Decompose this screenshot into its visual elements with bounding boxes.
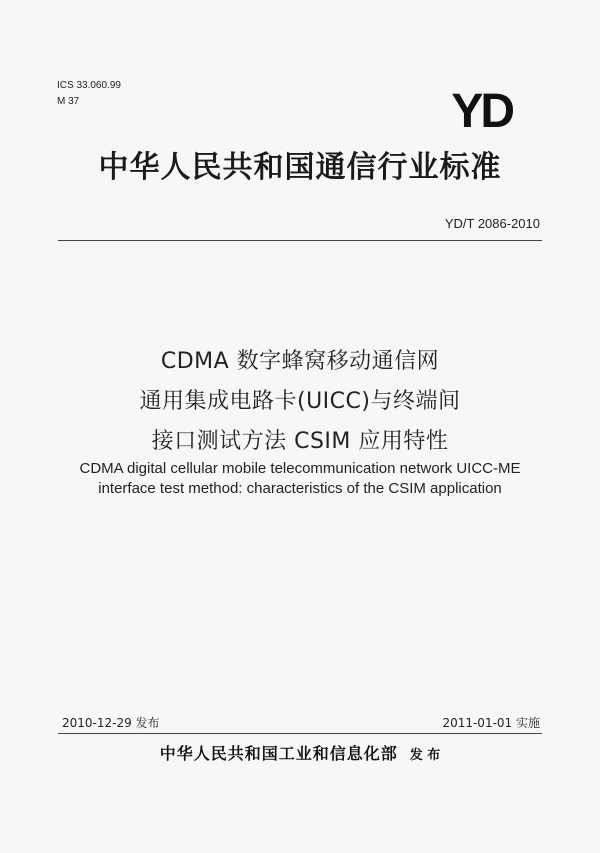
chinese-title-line-3: 接口测试方法 CSIM 应用特性 (151, 429, 449, 454)
bottom-divider (58, 733, 542, 734)
top-divider (58, 240, 542, 241)
issuer-organization: 中华人民共和国工业和信息化部 (159, 744, 398, 763)
issuer-line (0, 741, 600, 764)
english-title-line-2: interface test method: characteristics of the CSIM application (98, 480, 502, 497)
chinese-title-line-1: CDMA 数字蜂窝移动通信网 (160, 349, 440, 374)
implementation-date: 2011-01-01 实施 (442, 716, 540, 730)
issuer-verb: 发 布 (409, 748, 441, 763)
ics-code: ICS 33.060.99 (57, 80, 121, 91)
issue-date: 2010-12-29 发布 (62, 716, 160, 730)
chinese-title-line-2: 通用集成电路卡(UICC)与终端间 (139, 389, 461, 414)
standard-title: 中华人民共和国通信行业标准 (98, 150, 502, 185)
ccs-code: M 37 (57, 96, 80, 107)
yd-logo: YD (451, 85, 512, 138)
standard-number: YD/T 2086-2010 (444, 216, 540, 231)
english-title-line-1: CDMA digital cellular mobile telecommunication network UICC-ME (79, 460, 521, 477)
